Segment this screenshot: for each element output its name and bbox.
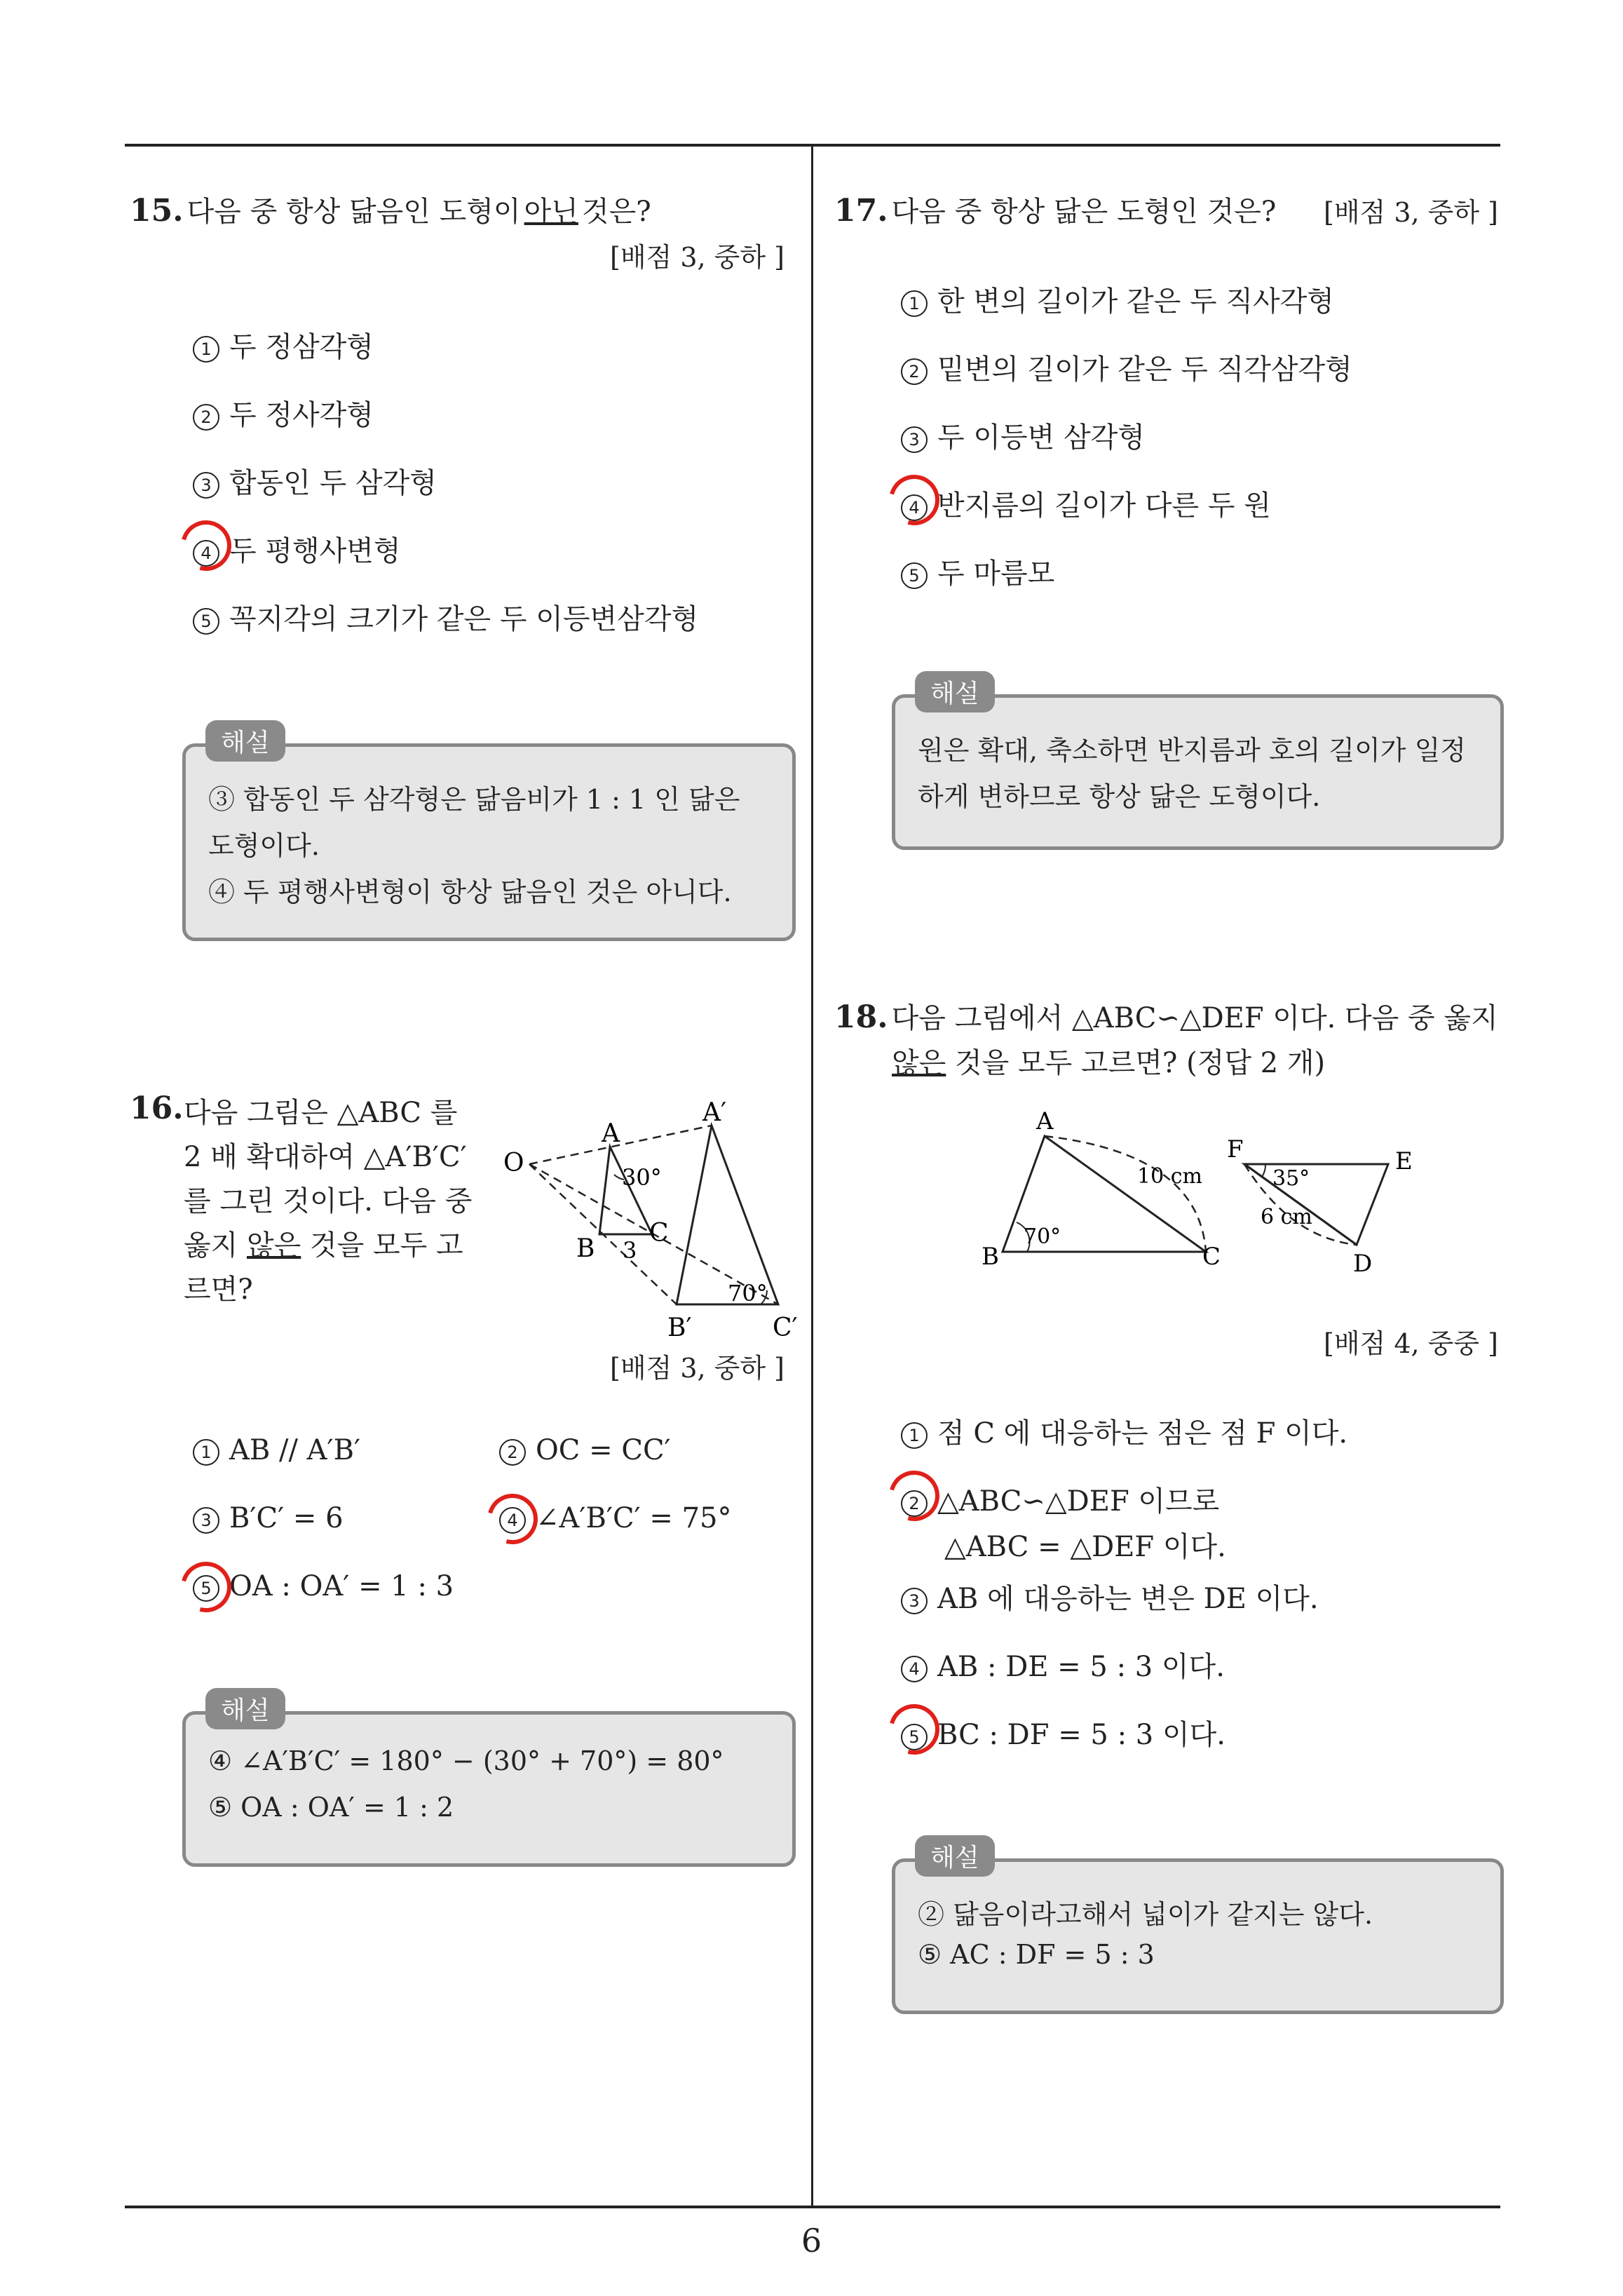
label-b-prime: B′: [667, 1314, 692, 1342]
question-16-line: 를 그린 것이다. 다음 중: [184, 1185, 473, 1217]
label-b: B: [982, 1243, 999, 1271]
explanation-tag: 해설: [915, 671, 995, 713]
option-number: 5: [901, 1724, 928, 1750]
q15-option-3[interactable]: 3 합동인 두 삼각형: [193, 461, 437, 501]
label-angle-70: 70°: [728, 1280, 768, 1306]
question-text-end: 것은?: [582, 196, 651, 228]
label-angle-b: 70°: [1024, 1224, 1061, 1249]
label-c-prime: C′: [773, 1314, 798, 1342]
question-number: 15.: [130, 193, 184, 229]
q17-option-1[interactable]: 1 한 변의 길이가 같은 두 직사각형: [901, 279, 1334, 319]
q17-option-2[interactable]: 2 밑변의 길이가 같은 두 직각삼각형: [901, 347, 1352, 387]
question-16-line: 2 배 확대하여 △A′B′C′: [184, 1141, 467, 1173]
question-text-underlined: 아닌: [524, 196, 578, 228]
ray-oa: [529, 1126, 712, 1164]
option-number: 3: [901, 1588, 928, 1614]
option-number: 1: [901, 290, 928, 317]
answer-mark-icon: [478, 1485, 547, 1553]
q15-option-2[interactable]: 2 두 정사각형: [193, 393, 374, 433]
q16-option-1[interactable]: 1 AB // A′B′: [193, 1434, 360, 1466]
q18-figure: [975, 1105, 1430, 1287]
question-16-line: 르면?: [184, 1274, 253, 1306]
explanation-line: ⑤ AC : DF = 5 : 3: [918, 1939, 1155, 1970]
label-d: D: [1353, 1250, 1373, 1278]
label-df-length: 6 cm: [1261, 1205, 1312, 1229]
option-number: 1: [193, 336, 219, 363]
q18-explanation-box: [892, 1844, 1504, 2014]
answer-mark-icon: [172, 1553, 240, 1621]
answer-mark-icon: [172, 511, 240, 580]
q18-option-2-continued: △ABC = △DEF 이다.: [944, 1531, 1226, 1563]
explanation-line: 하게 변하므로 항상 닮은 도형이다.: [918, 781, 1321, 812]
question-text: 다음 그림에서 △ABC∽△DEF 이다. 다음 중 옳지: [891, 1002, 1498, 1034]
question-18-line2: 않은 것을 모두 고르면? (정답 2 개): [892, 1047, 1326, 1079]
bottom-rule: [125, 2206, 1500, 2208]
label-c: C: [649, 1219, 669, 1248]
question-text: 다음 중 항상 닮은 도형인 것은?: [891, 196, 1277, 228]
q16-explanation-box: [182, 1696, 796, 1867]
q16-figure: [484, 1094, 806, 1346]
option-number: 1: [901, 1422, 928, 1449]
option-number: 2: [901, 358, 928, 385]
question-16-line: 옳지 않은 것을 모두 고: [184, 1229, 463, 1262]
q18-option-2[interactable]: 2 △ABC∽△DEF 이므로: [901, 1479, 1219, 1519]
answer-mark-icon: [880, 466, 949, 534]
label-side-3: 3: [623, 1237, 637, 1264]
question-text: 다음 중 항상 닮음인 도형이: [186, 196, 521, 228]
explanation-line: ④ 두 평행사변형이 항상 닮음인 것은 아니다.: [208, 877, 732, 907]
q17-option-5[interactable]: 5 두 마름모: [901, 551, 1054, 591]
q17-option-3[interactable]: 3 두 이등변 삼각형: [901, 415, 1145, 455]
question-15-score: [배점 3, 중하 ]: [610, 242, 785, 273]
explanation-line: ② 닮음이라고해서 넓이가 같지는 않다.: [918, 1899, 1373, 1930]
page-number: 6: [801, 2222, 822, 2260]
q16-option-3[interactable]: 3 B′C′ = 6: [193, 1502, 344, 1534]
q18-option-5[interactable]: 5 BC : DF = 5 : 3 이다.: [901, 1713, 1225, 1753]
question-16-score: [배점 3, 중하 ]: [610, 1353, 785, 1384]
triangle-a2b2c2: [677, 1126, 778, 1304]
option-number: 2: [901, 1490, 928, 1517]
option-number: 1: [193, 1439, 219, 1466]
label-f: F: [1227, 1135, 1244, 1163]
option-number: 4: [193, 540, 219, 567]
label-angle-f: 35°: [1272, 1166, 1310, 1191]
explanation-tag: 해설: [205, 1688, 285, 1729]
explanation-line: ③ 합동인 두 삼각형은 닮음비가 1 : 1 인 닮은: [208, 784, 740, 815]
label-a: A: [602, 1119, 620, 1148]
option-number: 5: [901, 562, 928, 589]
answer-mark-icon: [880, 1695, 949, 1764]
label-c: C: [1202, 1243, 1221, 1271]
explanation-tag: 해설: [915, 1835, 995, 1877]
explanation-line: 원은 확대, 축소하면 반지름과 호의 길이가 일정: [918, 735, 1467, 766]
label-angle-30: 30°: [622, 1164, 662, 1191]
label-a-prime: A′: [702, 1098, 727, 1127]
option-number: 5: [193, 1575, 219, 1602]
q15-option-1[interactable]: 1 두 정삼각형: [193, 325, 374, 365]
label-e: E: [1395, 1147, 1413, 1175]
q16-option-5[interactable]: 5 OA : OA′ = 1 : 3: [193, 1570, 454, 1602]
label-ac-length: 10 cm: [1137, 1164, 1202, 1189]
question-18-score: [배점 4, 중중 ]: [1324, 1328, 1498, 1359]
option-number: 4: [901, 1656, 928, 1682]
column-divider: [811, 144, 813, 2208]
question-16-line: 다음 그림은 △ABC 를: [184, 1097, 458, 1129]
question-17-stem: [834, 189, 1276, 229]
q18-option-4[interactable]: 4 AB : DE = 5 : 3 이다.: [901, 1645, 1225, 1684]
q15-option-4[interactable]: 4 두 평행사변형: [193, 529, 401, 569]
answer-mark-icon: [880, 1461, 949, 1530]
option-number: 2: [499, 1439, 526, 1466]
explanation-line: ⑤ OA : OA′ = 1 : 2: [208, 1792, 454, 1823]
q16-option-2[interactable]: 2 OC = CC′: [499, 1434, 671, 1466]
q18-option-1[interactable]: 1 점 C 에 대응하는 점은 점 F 이다.: [901, 1411, 1347, 1451]
option-number: 4: [499, 1507, 526, 1534]
option-number: 4: [901, 494, 928, 521]
explanation-line: ④ ∠A′B′C′ = 180° − (30° + 70°) = 80°: [208, 1745, 724, 1776]
q17-option-4[interactable]: 4 반지름의 길이가 다른 두 원: [901, 483, 1271, 523]
question-number: 16.: [130, 1090, 184, 1126]
q15-explanation-box: [182, 729, 796, 941]
option-number: 5: [193, 608, 219, 635]
q15-option-5[interactable]: 5 꼭지각의 크기가 같은 두 이등변삼각형: [193, 597, 698, 637]
question-15-stem: [130, 189, 651, 229]
q17-explanation-box: [892, 680, 1504, 850]
question-number: 17.: [834, 193, 888, 229]
explanation-tag: 해설: [205, 720, 285, 762]
question-17-score: [배점 3, 중하 ]: [1324, 197, 1498, 228]
q16-option-4[interactable]: 4 ∠A′B′C′ = 75°: [499, 1502, 732, 1534]
label-o: O: [503, 1149, 524, 1177]
question-number: 18.: [834, 999, 888, 1035]
option-number: 3: [901, 426, 928, 453]
option-number: 2: [193, 404, 219, 431]
explanation-line: 도형이다.: [208, 830, 320, 861]
q18-option-3[interactable]: 3 AB 에 대응하는 변은 DE 이다.: [901, 1576, 1319, 1616]
label-a: A: [1036, 1107, 1054, 1135]
option-number: 3: [193, 472, 219, 499]
option-number: 3: [193, 1507, 219, 1534]
question-18-stem: [834, 996, 1498, 1036]
label-b: B: [576, 1234, 595, 1263]
